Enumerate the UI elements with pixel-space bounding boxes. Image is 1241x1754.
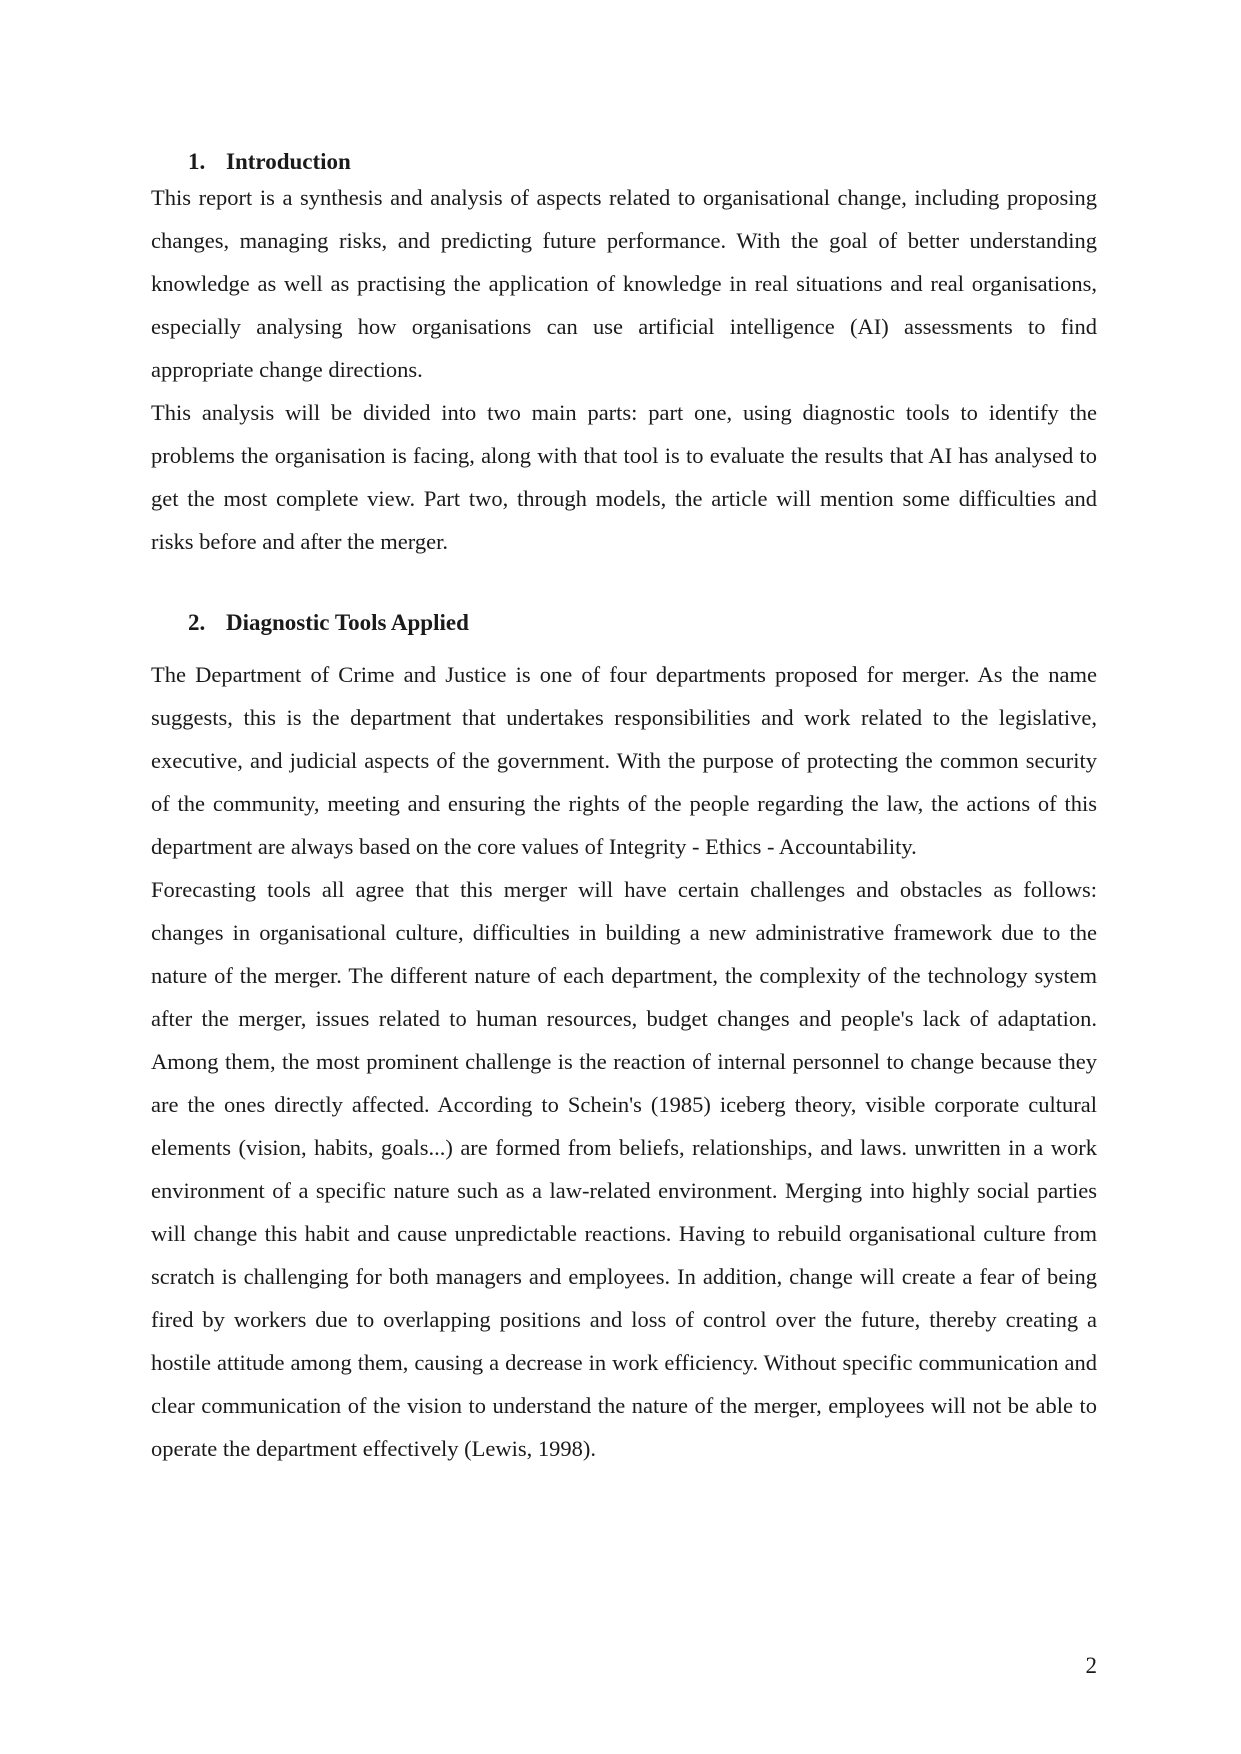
paragraph: Forecasting tools all agree that this merger will have certain challenges and obstacles as follows: changes in organisational culture, difficulties in building a new administrative framework due to the nature of the merger. The different nature of each department, the complexity of the technology system after the merger, issues related to human resources, budget changes and people's lack of adaptation. Among them, the most prominent challenge is the reaction of internal personnel to change because they are the ones directly affected. According to Schein's (1985) iceberg theory, visible corporate cultural elements (vision, habits, goals...) are formed from beliefs, relationships, and laws. unwritten in a work environment of a specific nature such as a law-related environment. Merging into highly social parties will change this habit and cause unpredictable reactions. Having to rebuild organisational culture from scratch is challenging for both managers and employees. In addition, change will create a fear of being fired by workers due to overlapping positions and loss of control over the future, thereby creating a hostile attitude among them, causing a decrease in work efficiency. Without specific communication and clear communication of the vision to understand the nature of the merger, employees will not be able to operate the department effectively (Lewis, 1998). [151,877,1097,1461]
page-number: 2 [1085,1653,1097,1678]
paragraph: The Department of Crime and Justice is one of four departments proposed for merger. As the name suggests, this is the department that undertakes responsibilities and work related to the legislative, executive, and judicial aspects of the government. With the purpose of protecting the common security of the community, meeting and ensuring the rights of the people regarding the law, the actions of this department are always based on the core values of Integrity - Ethics - Accountability. [151,662,1097,859]
section-heading-introduction [151,148,1097,176]
section-title: Diagnostic Tools Applied [226,610,469,635]
section-heading-diagnostic-tools [151,609,1097,637]
section-number: 1. [188,149,206,174]
paragraph: This report is a synthesis and analysis of aspects related to organisational change, including proposing changes, managing risks, and predicting future performance. With the goal of better understanding knowledge as well as practising the application of knowledge in real situations and real organisations, especially analysing how organisations can use artificial intelligence (AI) assessments to find appropriate change directions. [151,185,1097,382]
section-title: Introduction [226,149,351,174]
section-number: 2. [188,610,206,635]
paragraph: This analysis will be divided into two main parts: part one, using diagnostic tools to identify the problems the organisation is facing, along with that tool is to evaluate the results that AI has analysed to get the most complete view. Part two, through models, the article will mention some difficulties and risks before and after the merger. [151,400,1097,554]
page-content [151,148,1097,1470]
